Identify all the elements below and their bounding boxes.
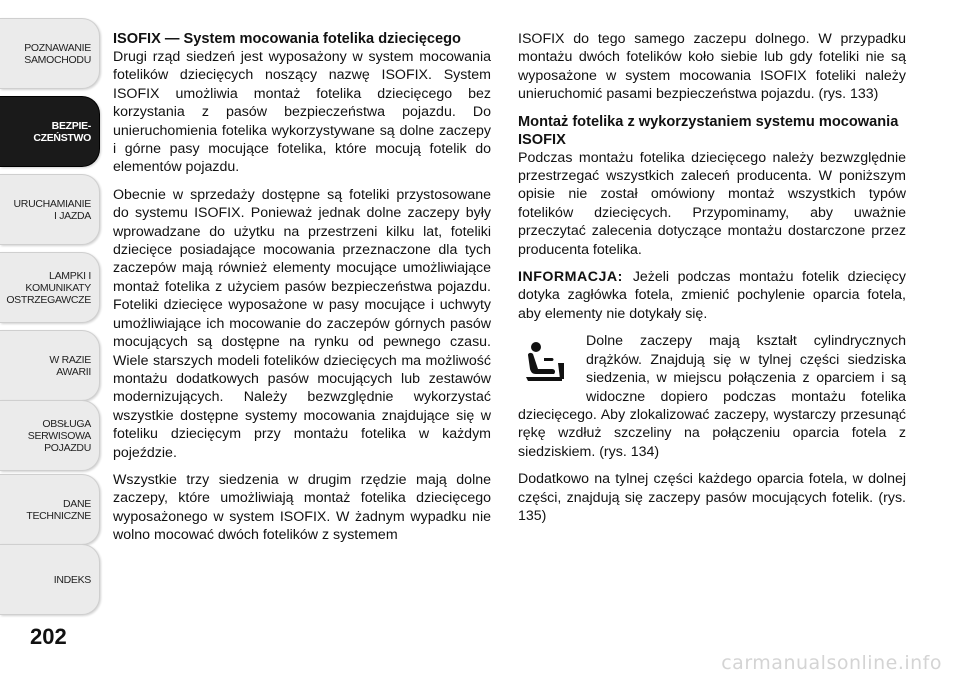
tab-label: BEZPIE- CZEŃSTWO — [33, 119, 91, 144]
tab-dane-techniczne[interactable] — [0, 474, 100, 545]
tab-label: W RAZIE AWARII — [49, 353, 91, 378]
tab-label: LAMPKI I KOMUNIKATY OSTRZEGAWCZE — [6, 269, 91, 306]
note-label: INFORMACJA: — [518, 269, 623, 286]
paragraph: Drugi rząd siedzeń jest wyposażony w system mocowania fotelików dziecięcych noszący nazwę ISOFIX. System ISOFIX umożliwia montaż fotelika dziecięcego bez korzystania z pasów bezpieczeństwa pojazdu. Do unieruchomienia fotelika wykorzystywane są dolne zaczepy i górne pasy mocujące fotelika, które mocują fotelik do elementów pojazdu. — [113, 49, 491, 176]
left-column — [113, 30, 491, 554]
tab-label: DANE TECHNICZNE — [26, 497, 91, 522]
tab-label: INDEKS — [53, 573, 91, 586]
right-column — [518, 30, 906, 534]
tab-lampki-i-komunikaty[interactable] — [0, 252, 100, 323]
tab-indeks[interactable] — [0, 544, 100, 615]
paragraph: Dolne zaczepy mają kształt cylindrycznych drążków. Znajdują się w tylnej części siedziska siedzenia, w miejscu połączenia z oparciem i są widoczne dopiero podczas montażu fotelika dziecięcego. Aby zlokalizować zaczepy, wystarczy przesunąć rękę wzdłuż szczeliny na połączeniu oparcia fotela z siedziskiem. (rys. 134) — [518, 333, 906, 460]
tab-bezpieczenstwo[interactable] — [0, 96, 100, 167]
child-seat-icon-graphic — [522, 339, 570, 389]
tab-uruchamianie-i-jazda[interactable] — [0, 174, 100, 245]
tab-w-razie-awarii[interactable] — [0, 330, 100, 401]
tab-label: POZNAWANIE SAMOCHODU — [24, 41, 91, 66]
tab-label: OBSŁUGA SERWISOWA POJAZDU — [27, 417, 91, 454]
note-text: Jeżeli podczas montażu fotelik dziecięcy dotyka zagłówka fotela, zmienić pochylenie oparcia fotela, aby elementy nie dotykały się. — [518, 269, 906, 322]
child-seat-icon — [518, 336, 574, 392]
paragraph: Dodatkowo na tylnej części każdego oparcia fotela, w dolnej części, znajdują się zaczepy pasów mocujących fotelik. (rys. 135) — [518, 471, 906, 524]
paragraph: Podczas montażu fotelika dziecięcego należy bezwzględnie przestrzegać wszystkich zaleceń producenta. W poniższym opisie nie został omówiony montaż wszystkich typów fotelików dziecięcych. Przypominamy, aby uważnie przeczytać zalecenia dotyczące montażu dostarczone przez producenta fotelika. — [518, 149, 906, 258]
icon-paragraph — [518, 332, 906, 461]
watermark: carmanualsonline.info — [721, 652, 942, 674]
section-heading: ISOFIX — System mocowania fotelika dziecięcego — [113, 31, 461, 47]
paragraph: Obecnie w sprzedaży dostępne są foteliki przystosowane do systemu ISOFIX. Ponieważ jednak dolne zaczepy były wprowadzane do użytku na przestrzeni kilku lat, foteliki dziecięce posiadające mocowania przeznaczone dla tych zaczepów mają również elementy mocujące umożliwiające montaż fotelika z użyciem pasów bezpieczeństwa pojazdu. Foteliki dziecięce wyposażone w pasy mocujące i uchwyty umożliwiające ich mocowanie do zaczepów górnych pasów mocujących są dostępne na rynku od pewnego czasu. Wiele starszych modeli fotelików dziecięcych ma możliwość montażu dodatkowych pasów mocujących lub zestawów modernizujących. Należy bezwzględnie wykorzystać wszystkie dostępne systemy mocowania znajdujące się w foteliku dziecięcym przy montażu fotelika w każdym pojeździe. — [113, 186, 491, 461]
paragraph: ISOFIX do tego samego zaczepu dolnego. W przypadku montażu dwóch fotelików koło siebie lub gdy foteliki nie są wyposażone w system mocowania ISOFIX foteliki należy unieruchomić pasami bezpieczeństwa pojazdu. (rys. 133) — [518, 31, 906, 103]
tab-poznawanie-samochodu[interactable] — [0, 18, 100, 89]
paragraph: Wszystkie trzy siedzenia w drugim rzędzie mają dolne zaczepy, które umożliwiają montaż fotelika dziecięcego wyposażonego w system ISOFIX. W żadnym wypadku nie wolno mocować dwóch fotelików z systemem — [113, 471, 491, 544]
information-note — [518, 268, 906, 323]
section-heading: Montaż fotelika z wykorzystaniem systemu mocowania ISOFIX — [518, 113, 899, 148]
chapter-tabs — [0, 0, 100, 600]
tab-obsluga-serwisowa[interactable] — [0, 400, 100, 471]
tab-label: URUCHAMIANIE I JAZDA — [13, 197, 91, 222]
page-number: 202 — [30, 624, 67, 649]
